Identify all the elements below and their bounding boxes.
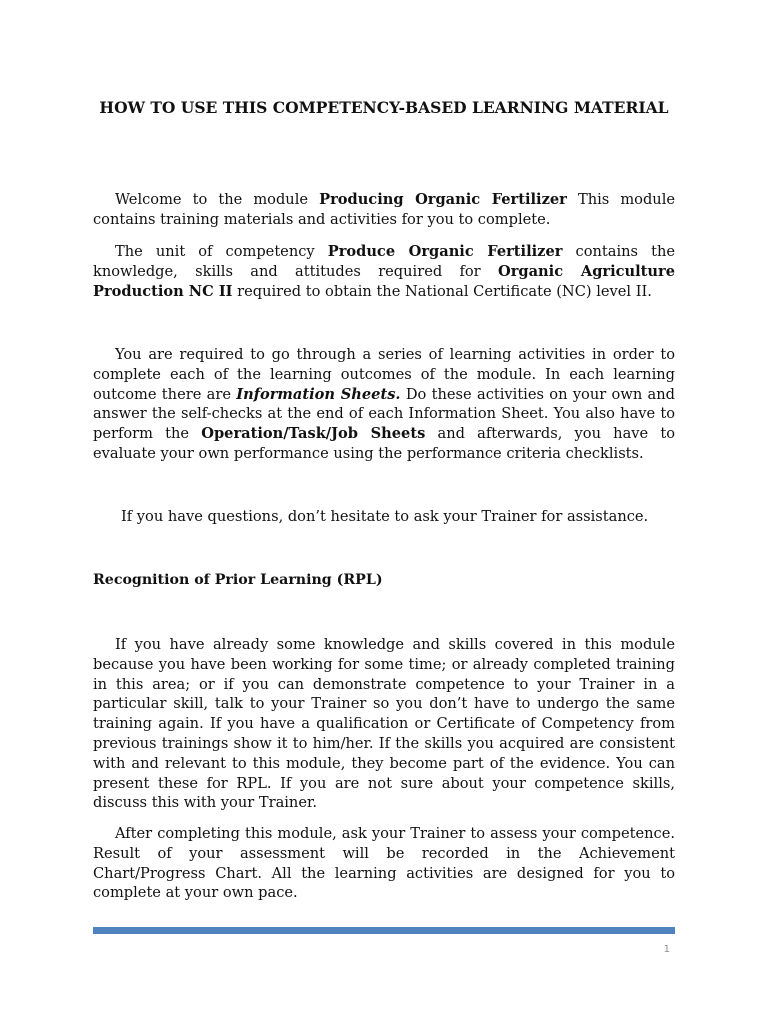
footer-rule [93, 927, 675, 934]
rpl-paragraph: If you have already some knowledge and skills covered in this module because you have been working for some time; or already completed training in this area; or if you can demonstrate competence to your Trainer in a particular skill, talk to your Trainer so you don’t have to undergo the same training again. If you have a qualification or Certificate of Competency from previous trainings show it to him/her. If the skills you acquired are consistent with and relevant to this module, they become part of the evidence. You can present these for RPL. If you are not sure about your competence skills, discuss this with your Trainer. [93, 636, 675, 812]
module-name: Producing Organic Fertilizer [319, 191, 567, 208]
activities-text-2: Do these activities on your own and answer the self-checks at the end of each Information Sheet. You also have to perform the [93, 385, 675, 443]
page-number: 1 [663, 944, 670, 955]
information-sheets-term: Information Sheets. [236, 385, 401, 403]
unit-text-3: required to obtain the National Certificate (NC) level II. [232, 282, 652, 300]
activities-text-1: You are required to go through a series of learning activities in order to complete each of the learning outcomes of the module. In each learning outcome there are [93, 346, 675, 403]
assessment-paragraph: After completing this module, ask your Trainer to assess your competence. Result of your assessment will be recorded in the Achievement Chart/Progress Chart. All the learning activities are designed for you to complete at your own pace. [93, 825, 675, 902]
activities-text-3: and afterwards, you have to evaluate your own performance using the performance criteria checklists. [93, 425, 675, 462]
rpl-heading: Recognition of Prior Learning (RPL) [93, 572, 383, 588]
job-sheets-term: Operation/Task/Job Sheets [201, 425, 426, 443]
questions-paragraph: If you have questions, don’t hesitate to ask your Trainer for assistance. [121, 508, 649, 525]
unit-text-2: contains the knowledge, skills and attitudes required for [93, 243, 675, 280]
welcome-paragraph [93, 190, 675, 230]
welcome-text-2: This module contains training materials and activities for you to complete. [93, 191, 675, 228]
page-title: HOW TO USE THIS COMPETENCY-BASED LEARNING MATERIAL [99, 98, 669, 117]
activities-paragraph [93, 345, 675, 464]
unit-text-1: The unit of competency [115, 243, 328, 260]
unit-name: Produce Organic Fertilizer [327, 243, 563, 260]
qualification-name: Organic Agriculture Production NC II [93, 262, 675, 300]
unit-paragraph [93, 242, 675, 301]
welcome-text-1: Welcome to the module [115, 191, 320, 208]
